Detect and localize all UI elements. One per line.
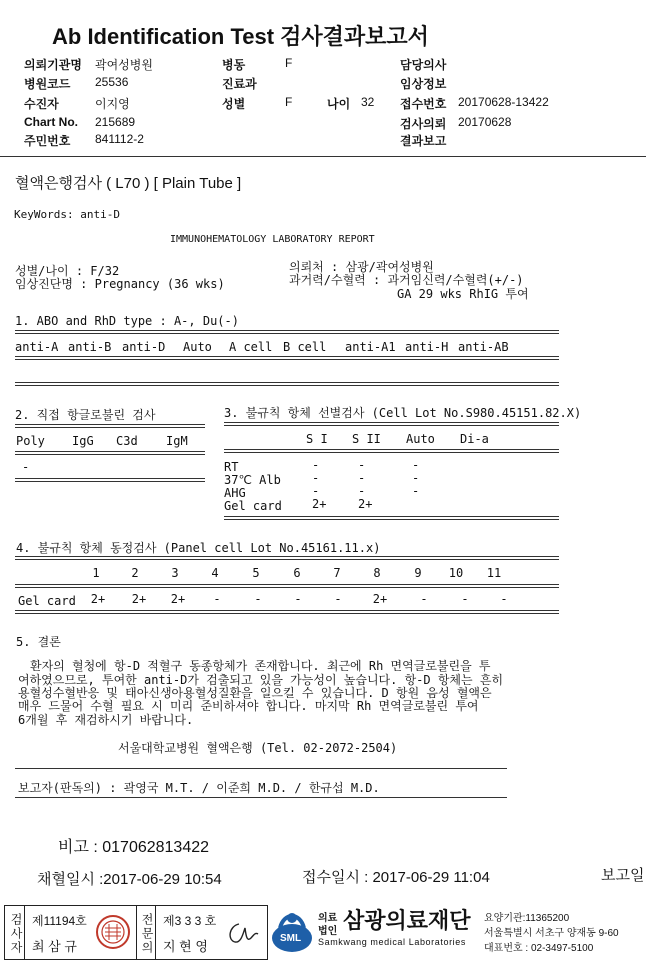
specialist-signature xyxy=(225,918,261,948)
panel-cell-number: 11 xyxy=(486,566,502,580)
abo-col-anti-d: anti-D xyxy=(122,340,166,354)
reporter-line: 보고자(판독의) : 곽영국 M.T. / 이준희 M.D. / 한규섭 M.D. xyxy=(18,781,380,795)
abo-col-anti-a1: anti-A1 xyxy=(345,340,396,354)
section-4-rule-2 xyxy=(15,584,559,588)
dept-label: 진료과 xyxy=(222,77,257,91)
inspector-seal xyxy=(95,914,131,950)
request-value: 20170628 xyxy=(458,115,512,129)
sex-age-line: 성별/나이 : F/32 xyxy=(15,264,120,278)
rrn-value: 841112-2 xyxy=(95,132,144,146)
conclusion-line: 환자의 혈청에 항-D 적혈구 동종항체가 존재합니다. 최근에 Rh 면역글로불린을 투 xyxy=(30,659,491,673)
abo-col-auto: Auto xyxy=(183,340,212,354)
section-3-rule xyxy=(224,422,559,426)
section-1-rule-2 xyxy=(15,356,559,360)
history-line: 과거력/수혈력 : 과거임신력/수혈력(+/-) xyxy=(289,273,524,287)
dat-col-igm: IgM xyxy=(166,434,188,448)
ward-value: F xyxy=(285,56,293,70)
panel-cell-value: - xyxy=(334,592,342,606)
chart-value: 215689 xyxy=(95,115,136,129)
screen-cell: - xyxy=(412,484,420,498)
receipt-value: 20170628-13422 xyxy=(458,95,549,109)
screen-row-label: AHG xyxy=(224,486,246,500)
doctor-label: 담당의사 xyxy=(400,58,447,72)
abo-col-a-cell: A cell xyxy=(229,340,273,354)
header-divider xyxy=(0,156,646,157)
blood-bank-contact: 서울대학교병원 혈액은행 (Tel. 02-2072-2504) xyxy=(118,741,398,755)
org-phone: 대표번호 : 02-3497-5100 xyxy=(484,943,594,954)
org-code: 요양기관:11365200 xyxy=(484,913,570,924)
panel-cell-value: - xyxy=(294,592,302,606)
panel-cell-value: - xyxy=(500,592,508,606)
panel-cell-value: 2+ xyxy=(372,592,388,606)
screen-cell: 2+ xyxy=(358,497,373,511)
diagnosis-line: 임상진단명 : Pregnancy (36 wks) xyxy=(15,277,225,291)
screen-cell: - xyxy=(358,471,366,485)
panel-cell-number: 10 xyxy=(448,566,464,580)
screen-cell: - xyxy=(358,484,366,498)
abo-col-anti-b: anti-B xyxy=(68,340,112,354)
screen-cell: - xyxy=(412,471,420,485)
inspector-name: 최 삼 규 xyxy=(32,939,77,954)
abo-col-anti-h: anti-H xyxy=(405,340,449,354)
specialist-label: 전문의 xyxy=(136,906,156,959)
section-2-rule xyxy=(15,424,205,428)
panel-cell-number: 9 xyxy=(414,566,422,580)
dat-value: - xyxy=(22,460,30,474)
hospcode-value: 25536 xyxy=(95,75,129,89)
rrn-label: 주민번호 xyxy=(24,134,71,148)
org-name: 삼광의료재단 xyxy=(343,908,471,933)
reporter-rule xyxy=(15,768,507,769)
inspector-license: 제11194호 xyxy=(32,914,87,928)
clinical-label: 임상정보 xyxy=(400,77,447,91)
report-datetime-label: 보고일 xyxy=(601,867,645,884)
screen-row-label: Gel card xyxy=(224,499,282,513)
abo-col-anti-a: anti-A xyxy=(15,340,59,354)
panel-cell-value: 2+ xyxy=(131,592,147,606)
screen-cell: - xyxy=(312,471,320,485)
panel-cell-number: 7 xyxy=(333,566,341,580)
sex-label: 성별 xyxy=(222,97,246,111)
conclusion-line: 용혈성수혈반응 및 태아신생아용혈성질환을 일으킬 수 있습니다. D 항원 음성 혈액은 xyxy=(18,686,492,700)
hospital-value: 곽여성병원 xyxy=(95,58,153,72)
screen-cell: - xyxy=(312,458,320,472)
hospcode-label: 병원코드 xyxy=(24,77,71,91)
section-4-title: 4. 불규칙 항체 동정검사 (Panel cell Lot No.45161.11.x) xyxy=(16,541,381,555)
exam-title: 혈액은행검사 ( L70 ) [ Plain Tube ] xyxy=(15,175,242,192)
patient-value: 이지영 xyxy=(95,97,130,111)
ward-label: 병동 xyxy=(222,58,246,72)
receipt-label: 접수번호 xyxy=(400,97,447,111)
section-5-title: 5. 결론 xyxy=(16,635,61,649)
dat-col-poly: Poly xyxy=(16,434,45,448)
request-label: 검사의뢰 xyxy=(400,117,447,131)
panel-cell-number: 3 xyxy=(171,566,179,580)
result-report-label: 결과보고 xyxy=(400,134,447,148)
org-tag: 법인 xyxy=(318,926,338,937)
section-1-rule-3 xyxy=(15,382,559,386)
screen-cell: 2+ xyxy=(312,497,327,511)
abo-col-anti-ab: anti-AB xyxy=(458,340,509,354)
lab-report-title: IMMUNOHEMATOLOGY LABORATORY REPORT xyxy=(170,234,375,245)
panel-cell-number: 4 xyxy=(211,566,219,580)
patient-label: 수진자 xyxy=(24,97,59,111)
keywords: KeyWords: anti-D xyxy=(14,208,120,221)
receipt-datetime: 접수일시 : 2017-06-29 11:04 xyxy=(302,869,490,886)
section-4-rule xyxy=(15,556,559,560)
age-label: 나이 xyxy=(327,97,351,111)
screen-col-s2: S II xyxy=(352,432,381,446)
panel-cell-number: 8 xyxy=(373,566,381,580)
org-logo xyxy=(270,908,314,954)
panel-cell-value: 2+ xyxy=(170,592,186,606)
specialist-license: 제3 3 3 호 xyxy=(163,914,217,928)
section-2-rule-2 xyxy=(15,451,205,455)
collection-datetime: 채혈일시 :2017-06-29 10:54 xyxy=(37,871,222,888)
conclusion-line: 여하였으므로, 투여한 anti-D가 검출되고 있을 가능성이 높습니다. 항-D 항체는 흔히 xyxy=(18,673,504,687)
section-4-rule-3 xyxy=(15,610,559,614)
specialist-name: 지 현 영 xyxy=(163,939,208,954)
org-logo-text: SML xyxy=(280,933,302,944)
panel-cell-value: - xyxy=(254,592,262,606)
conclusion-line: 6개월 후 재검하시기 바랍니다. xyxy=(18,713,194,727)
hospital-label: 의뢰기관명 xyxy=(24,58,82,72)
panel-cell-number: 1 xyxy=(92,566,100,580)
panel-cell-number: 5 xyxy=(252,566,260,580)
panel-cell-value: - xyxy=(461,592,469,606)
panel-cell-value: 2+ xyxy=(90,592,106,606)
screen-col-s1: S I xyxy=(306,432,328,446)
screen-cell: - xyxy=(312,484,320,498)
panel-cell-value: - xyxy=(213,592,221,606)
screen-cell: - xyxy=(412,458,420,472)
reporter-rule-2 xyxy=(15,797,507,798)
section-3-title: 3. 불규칙 항체 선별검사 (Cell Lot No.S980.45151.82.X) xyxy=(224,406,582,420)
section-1-rule xyxy=(15,330,559,334)
org-tag: 의료 xyxy=(318,913,338,924)
screen-row-label: 37℃ Alb xyxy=(224,473,281,487)
dat-col-igg: IgG xyxy=(72,434,94,448)
section-3-rule-2 xyxy=(224,449,559,453)
org-english-name: Samkwang medical Laboratories xyxy=(318,937,466,947)
section-2-title: 2. 직접 항글로불린 검사 xyxy=(15,408,156,422)
panel-cell-number: 2 xyxy=(131,566,139,580)
inspector-label: 검사자 xyxy=(5,906,25,959)
section-1-title: 1. ABO and RhD type : A-, Du(-) xyxy=(15,314,239,328)
signature-box xyxy=(4,905,268,960)
conclusion-line: 매우 드물어 수혈 필요 시 미리 준비하셔야 합니다. 마지막 Rh 면역글로불린 투여 xyxy=(18,699,479,713)
chart-label: Chart No. xyxy=(24,115,78,129)
section-2-rule-3 xyxy=(15,478,205,482)
screen-col-auto: Auto xyxy=(406,432,435,446)
panel-cell-value: - xyxy=(420,592,428,606)
sex-value: F xyxy=(285,95,293,109)
referral-line: 의뢰처 : 삼광/곽여성병원 xyxy=(289,260,434,274)
remarks: 비고 : 017062813422 xyxy=(58,839,210,856)
screen-col-dia: Di-a xyxy=(460,432,489,446)
screen-cell: - xyxy=(358,458,366,472)
panel-cell-number: 6 xyxy=(293,566,301,580)
abo-col-b-cell: B cell xyxy=(283,340,327,354)
age-value: 32 xyxy=(361,95,375,109)
report-title: Ab Identification Test 검사결과보고서 xyxy=(52,24,429,49)
panel-row-label: Gel card xyxy=(18,594,76,608)
screen-row-label: RT xyxy=(224,460,239,474)
dat-col-c3d: C3d xyxy=(116,434,138,448)
org-address: 서울특별시 서초구 양재동 9-60 xyxy=(484,928,619,939)
history-line-2: GA 29 wks RhIG 투여 xyxy=(397,287,529,301)
section-3-rule-3 xyxy=(224,516,559,520)
